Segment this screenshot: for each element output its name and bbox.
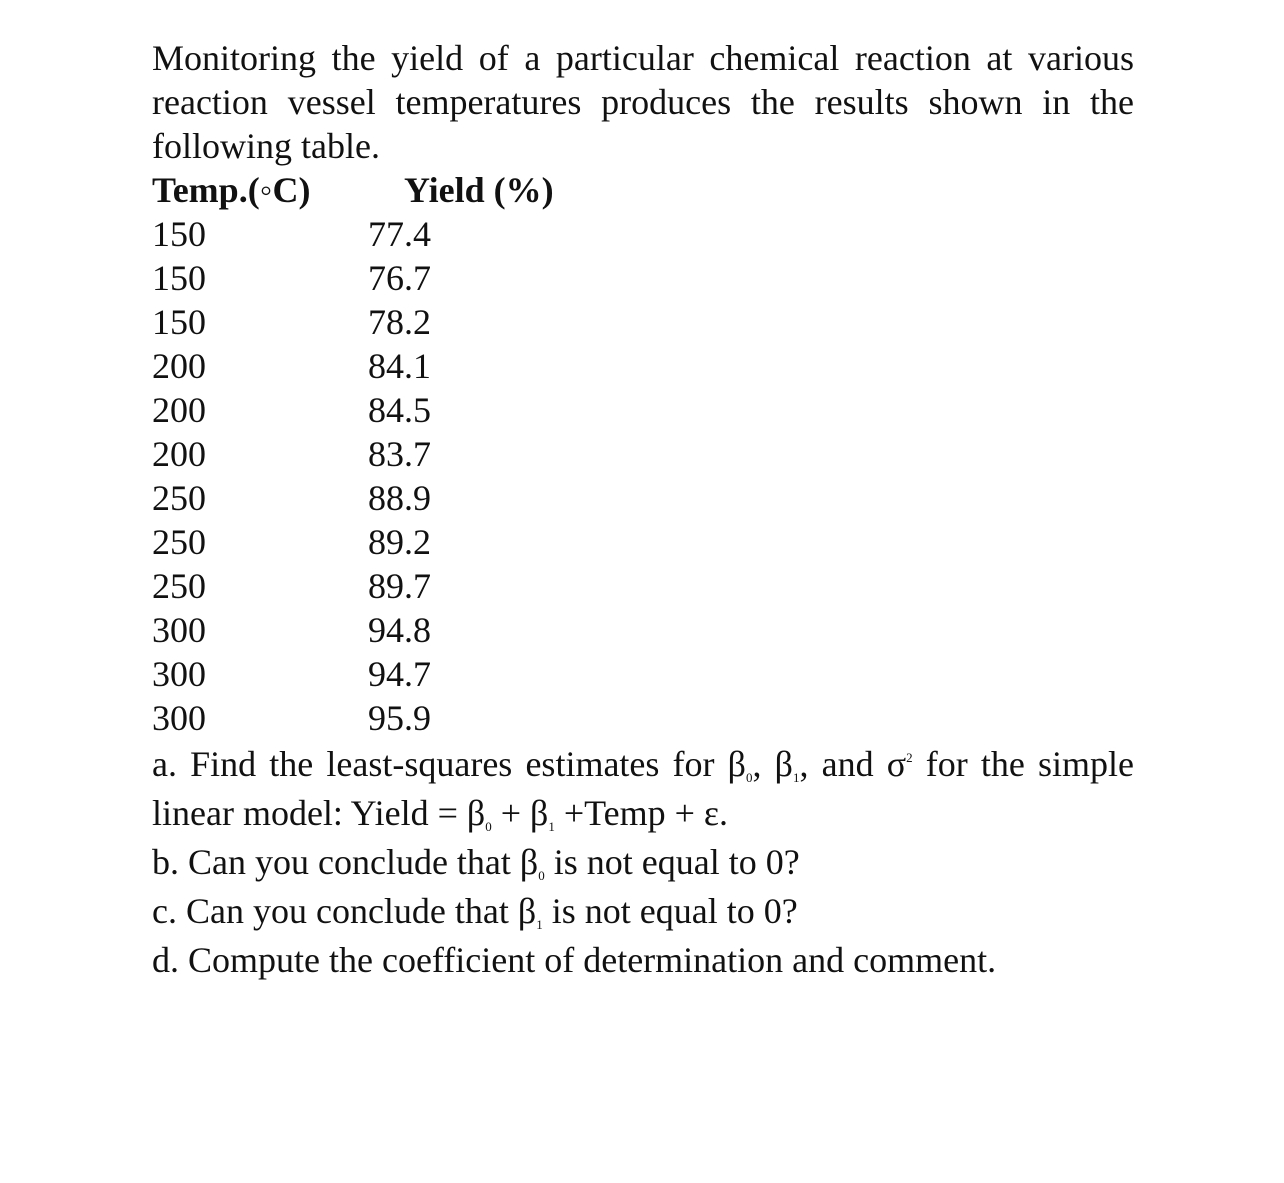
yield-cell: 89.2 <box>368 522 431 562</box>
yield-cell: 95.9 <box>368 698 431 738</box>
question-a-sub-4: 0 <box>485 819 492 834</box>
yield-cell: 88.9 <box>368 478 431 518</box>
question-a-sub-1: 0 <box>746 770 753 785</box>
temp-cell: 250 <box>152 566 206 606</box>
question-b <box>152 838 1134 887</box>
yield-cell: 94.8 <box>368 610 431 650</box>
question-a-text-2: , β <box>752 744 793 784</box>
document <box>152 36 1134 985</box>
temp-cell: 250 <box>152 522 206 562</box>
yield-cell: 76.7 <box>368 258 431 298</box>
table-row <box>152 564 554 608</box>
question-b-sub-1: 0 <box>538 868 545 883</box>
question-d-text: d. Compute the coefficient of determination and comment. <box>152 940 997 980</box>
question-b-text-1: b. Can you conclude that β <box>152 842 539 882</box>
yield-cell: 78.2 <box>368 302 431 342</box>
question-c-text-2: is not equal to 0? <box>542 891 798 931</box>
yield-cell: 84.1 <box>368 346 431 386</box>
intro-paragraph: Monitoring the yield of a particular chemical reaction at various reaction vessel temperatures produces the results shown in the following table. <box>152 38 1134 166</box>
table-row <box>152 608 554 652</box>
table-row <box>152 256 554 300</box>
temp-cell: 150 <box>152 214 206 254</box>
question-a-text-6: +Temp + ε. <box>554 793 729 833</box>
data-table <box>152 168 554 740</box>
question-a-sub-2: 1 <box>792 770 800 785</box>
question-c-sub-1: 1 <box>536 917 543 932</box>
question-c <box>152 887 1134 936</box>
temp-cell: 150 <box>152 258 206 298</box>
temp-cell: 200 <box>152 434 206 474</box>
yield-cell: 89.7 <box>368 566 431 606</box>
question-d <box>152 936 1134 985</box>
yield-cell: 83.7 <box>368 434 431 474</box>
question-a-sub-5: 1 <box>548 819 555 834</box>
table-row <box>152 432 554 476</box>
yield-cell: 94.7 <box>368 654 431 694</box>
table-header-row <box>152 168 554 212</box>
temp-cell: 250 <box>152 478 206 518</box>
question-c-text-1: c. Can you conclude that β <box>152 891 537 931</box>
temp-cell: 200 <box>152 346 206 386</box>
question-b-text-2: is not equal to 0? <box>544 842 800 882</box>
table-row <box>152 300 554 344</box>
temp-cell: 150 <box>152 302 206 342</box>
table-row <box>152 212 554 256</box>
temp-cell: 200 <box>152 390 206 430</box>
question-a-text-4: for the simple linear model: Yield = β <box>152 744 1135 833</box>
table-row <box>152 344 554 388</box>
question-a-text-1: a. Find the least-squares estimates for β <box>152 744 746 784</box>
yield-cell: 84.5 <box>368 390 431 430</box>
temp-cell: 300 <box>152 610 206 650</box>
table-row <box>152 520 554 564</box>
yield-cell: 77.4 <box>368 214 431 254</box>
question-a-text-3: , and σ <box>799 744 907 784</box>
table-row <box>152 696 554 740</box>
question-a-text-5: + β <box>491 793 549 833</box>
table-row <box>152 652 554 696</box>
table-body <box>152 212 554 740</box>
question-a <box>152 740 1134 838</box>
temp-cell: 300 <box>152 698 206 738</box>
yield-column-header: Yield (%) <box>404 170 554 210</box>
temp-column-header: Temp.(◦C) <box>152 170 311 210</box>
temp-cell: 300 <box>152 654 206 694</box>
table-row <box>152 388 554 432</box>
table-row <box>152 476 554 520</box>
question-a-sup-3: 2 <box>906 750 913 765</box>
